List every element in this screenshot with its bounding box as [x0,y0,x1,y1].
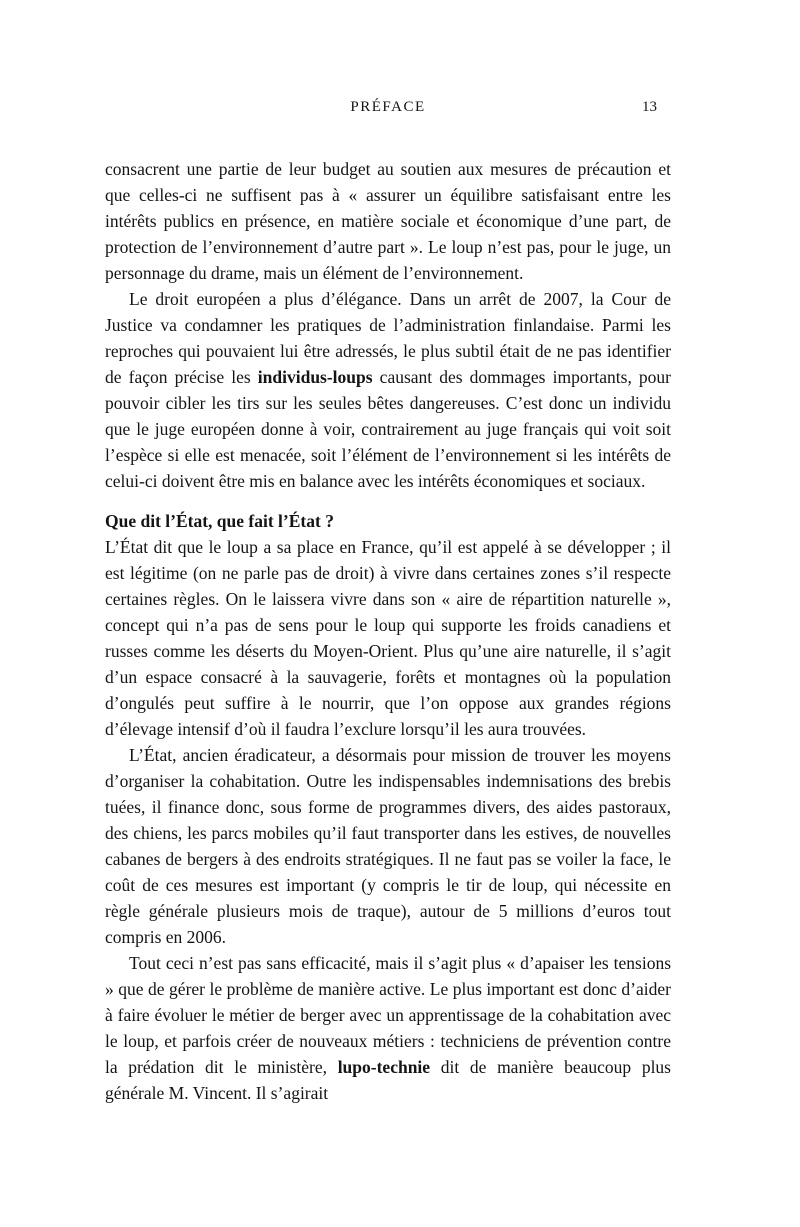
paragraph-text: Le droit européen a plus d’élégance. Dans un arrêt de 2007, la Cour de Justice va condamner les pratiques de l’administration finlandaise. Parmi les reproches qui pouvaient lui être adressés, le plus subtil était de ne pas identifier de façon précise les [105,289,671,387]
paragraph-text: dit de manière beaucoup plus générale M. Vincent. Il s’agirait [105,1057,671,1103]
bold-term: individus-loups [257,367,373,387]
paragraph: consacrent une partie de leur budget au soutien aux mesures de précaution et que celles-ci ne suffisent pas à « assurer un équilibre satisfaisant entre les intérêts publics en présence, en matière sociale et économique d’une part, de protection de l’environnement d’autre part ». Le loup n’est pas, pour le juge, un personnage du drame, mais un élément de l’environnement. [105,159,671,283]
bold-term: lupo-technie [337,1057,431,1077]
running-header [105,98,671,116]
paragraph-text: causant des dommages importants, pour pouvoir cibler les tirs sur les seules bêtes dangereuses. C’est donc un individu que le juge européen donne à voir, contrairement au juge français qui voit soit l’espèce si elle est menacée, soit l’élément de l’environnement si les intérêts de celui-ci doivent être mis en balance avec les intérêts économiques et sociaux. [105,367,672,491]
paragraph [105,286,671,494]
paragraph: L’État dit que le loup a sa place en France, qu’il est appelé à se développer ; il est légitime (on ne parle pas de droit) à vivre dans certaines zones s’il respecte certaines règles. On le laissera vivre dans son « aire de répartition naturelle », concept qui n’a pas de sens pour le loup qui supporte les froids canadiens et russes comme les déserts du Moyen-Orient. Plus qu’une aire naturelle, il s’agit d’un espace consacré à la sauvagerie, forêts et montagnes où la population d’ongulés peut suffire à le nourrir, que l’on oppose aux grandes régions d’élevage intensif d’où il faudra l’exclure lorsqu’il les aura trouvées. [105,537,671,739]
paragraph: L’État, ancien éradicateur, a désormais pour mission de trouver les moyens d’organiser la cohabitation. Outre les indispensables indemnisations des brebis tuées, il finance donc, sous forme de programmes divers, des aides pastoraux, des chiens, les parcs mobiles qu’il faut transporter dans les estives, de nouvelles cabanes de bergers à des endroits stratégiques. Il ne faut pas se voiler la face, le coût de ces mesures est important (y compris le tir de loup, qui nécessite en règle générale plusieurs mois de traque), autour de 5 millions d’euros tout compris en 2006. [105,745,671,947]
page-body [105,156,671,1106]
running-title: PRÉFACE [350,99,426,115]
paragraph [105,950,671,1106]
text-block [105,98,671,1106]
paragraph-text: Tout ceci n’est pas sans efficacité, mais il s’agit plus « d’apaiser les tensions » que de gérer le problème de manière active. Le plus important est donc d’aider à faire évoluer le métier de berger avec un apprentissage de la cohabitation avec le loup, et parfois créer de nouveaux métiers : techniciens de prévention contre la prédation dit le ministère, [105,953,671,1077]
section-heading: Que dit l’État, que fait l’État ? [105,511,334,531]
page-number: 13 [642,99,657,115]
